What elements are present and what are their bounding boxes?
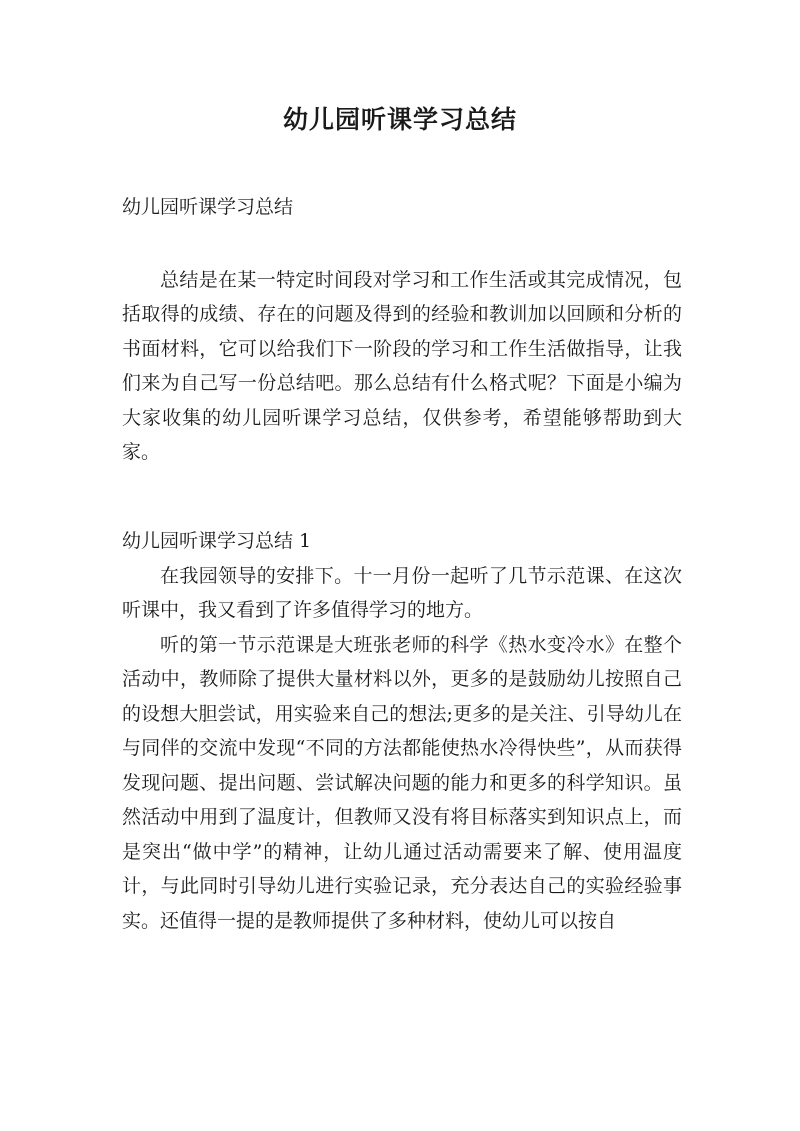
section-1-heading: 幼儿园听课学习总结 1: [122, 530, 312, 552]
section-1: [122, 524, 682, 938]
document-title: 幼儿园听课学习总结: [282, 105, 517, 134]
intro-paragraph: 总结是在某一特定时间段对学习和工作生活或其完成情况，包括取得的成绩、存在的问题及得到的经验和教训加以回顾和分析的书面材料，它可以给我们下一阶段的学习和工作生活做指导，让我们来为自己写一份总结吧。那么总结有什么格式呢？下面是小编为大家收集的幼儿园听课学习总结，仅供参考，希望能够帮助到大家。: [122, 268, 682, 463]
intro-block: [122, 228, 682, 470]
document-subtitle: 幼儿园听课学习总结: [122, 196, 294, 218]
blank-line: [122, 228, 682, 263]
section-1-paragraph-1: 在我园领导的安排下。十一月份一起听了几节示范课、在这次听课中，我又看到了许多值得学习的地方。: [122, 564, 682, 621]
section-1-paragraph-2: 听的第一节示范课是大班张老师的科学《热水变冷水》在整个活动中，教师除了提供大量材料以外，更多的是鼓励幼儿按照自己的设想大胆尝试，用实验来自己的想法;更多的是关注、引导幼儿在与同伴的交流中发现“不同的方法都能使热水冷得快些”，从而获得发现问题、提出问题、尝试解决问题的能力和更多的科学知识。虽然活动中用到了温度计，但教师又没有将目标落实到知识点上，而是突出“做中学”的精神，让幼儿通过活动需要来了解、使用温度计，与此同时引导幼儿进行实验记录，充分表达自己的实验经验事实。还值得一提的是教师提供了多种材料，使幼儿可以按自: [122, 633, 682, 932]
